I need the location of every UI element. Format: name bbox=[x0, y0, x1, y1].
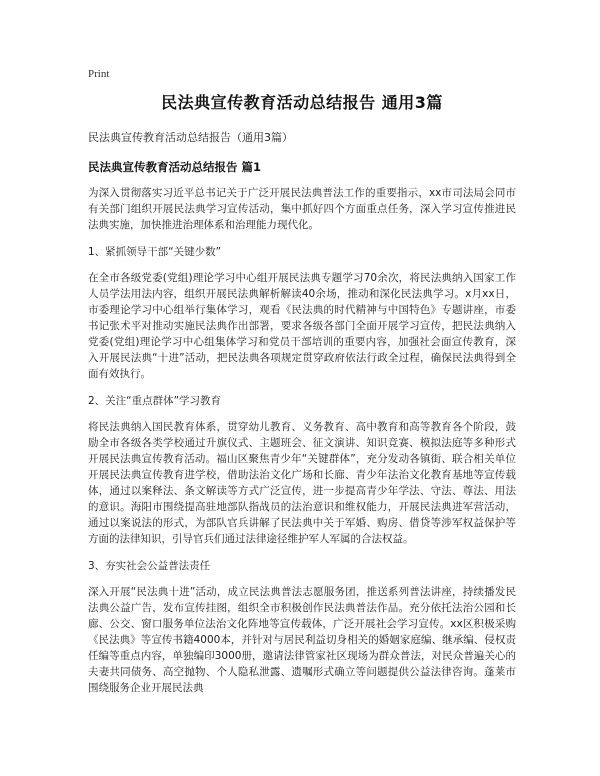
subheading-1: 1、紧抓领导干部“关键少数” bbox=[88, 246, 222, 258]
subheading-2: 2、关注“重点群体”学习教育 bbox=[88, 395, 222, 407]
document-subtitle: 民法典宣传教育活动总结报告（通用3篇） bbox=[88, 131, 293, 144]
intro-paragraph: 为深入贯彻落实习近平总书记关于广泛开展民法典普法工作的重要指示，xx市司法局会同市有关部门组织开展民法典学习宣传活动，集中抓好四个方面重点任务，深入学习宣传推进民法典实施，加快推进治理体系和治理能力现代化。 bbox=[88, 187, 516, 231]
body-paragraph-3: 深入开展“民法典十进”活动，成立民法典普法志愿服务团，推送系列普法讲座，持续播发民法典公益广告，发布宣传挂图，组织全市积极创作民法典普法作品。充分依托法治公园和长廊、公交、窗口服务单位法治文化阵地等宣传载体，广泛开展社会学习宣传。xx区积极采购《民法典》等宣传书籍4000本，并针对与居民利益切身相关的婚姻家庭编、继承编、侵权责任编等重点内容，单独编印3000册，邀请法律管家社区现场为群众普法，对民众普遍关心的夫妻共同债务、高空抛物、个人隐私泄露、遗嘱形式确立等问题提供公益法律咨询。蓬莱市围绕服务企业开展民法典 bbox=[88, 586, 516, 694]
body-paragraph-2: 将民法典纳入国民教育体系，贯穿幼儿教育、义务教育、高中教育和高等教育各个阶段，鼓励全市各级各类学校通过升旗仪式、主题班会、征文演讲、知识竞赛、模拟法庭等多种形式开展民法典宣传教育活动。福山区聚焦青少年“关键群体”，充分发动各镇街、联合相关单位开展民法典宣传教育进学校，借助法治文化广场和长廊、青少年法治文化教育基地等宣传载体，通过以案释法、条文解读等方式广泛宣传，进一步提高青少年学法、守法、尊法、用法的意识。海阳市围绕提高驻地部队指战员的法治意识和维权能力，开展民法典进军营活动，通过以案说法的形式，为部队官兵讲解了民法典中关于军婚、购房、借贷等涉军权益保护等方面的法律知识，引导官兵们通过法律途径维护军人军属的合法权益。 bbox=[88, 421, 516, 545]
document-page bbox=[88, 68, 516, 708]
section-heading: 民法典宣传教育活动总结报告 篇1 bbox=[88, 160, 262, 174]
page-title: 民法典宣传教育活动总结报告 通用3篇 bbox=[161, 93, 443, 112]
body-paragraph-1: 在全市各级党委(党组)理论学习中心组开展民法典专题学习70余次，将民法典纳入国家工作人员学法用法内容，组织开展民法典解析解读40余场，推动和深化民法典学习。x月xx日，市委理论学习中心组举行集体学习，观看《民法典的时代精神与中国特色》专题讲座，市委书记张术平对推动实施民法典作出部署，要求各级各部门全面开展学习宣传，把民法典纳入党委(党组)理论学习中心组集体学习和党员干部培训的重要内容，加强社会面宣传教育，深入开展民法典“十进”活动，把民法典各项规定贯穿政府依法行政全过程，确保民法典得到全面有效执行。 bbox=[88, 272, 516, 380]
print-link[interactable]: Print bbox=[88, 68, 110, 80]
subheading-3: 3、夯实社会公益普法责任 bbox=[88, 560, 211, 572]
